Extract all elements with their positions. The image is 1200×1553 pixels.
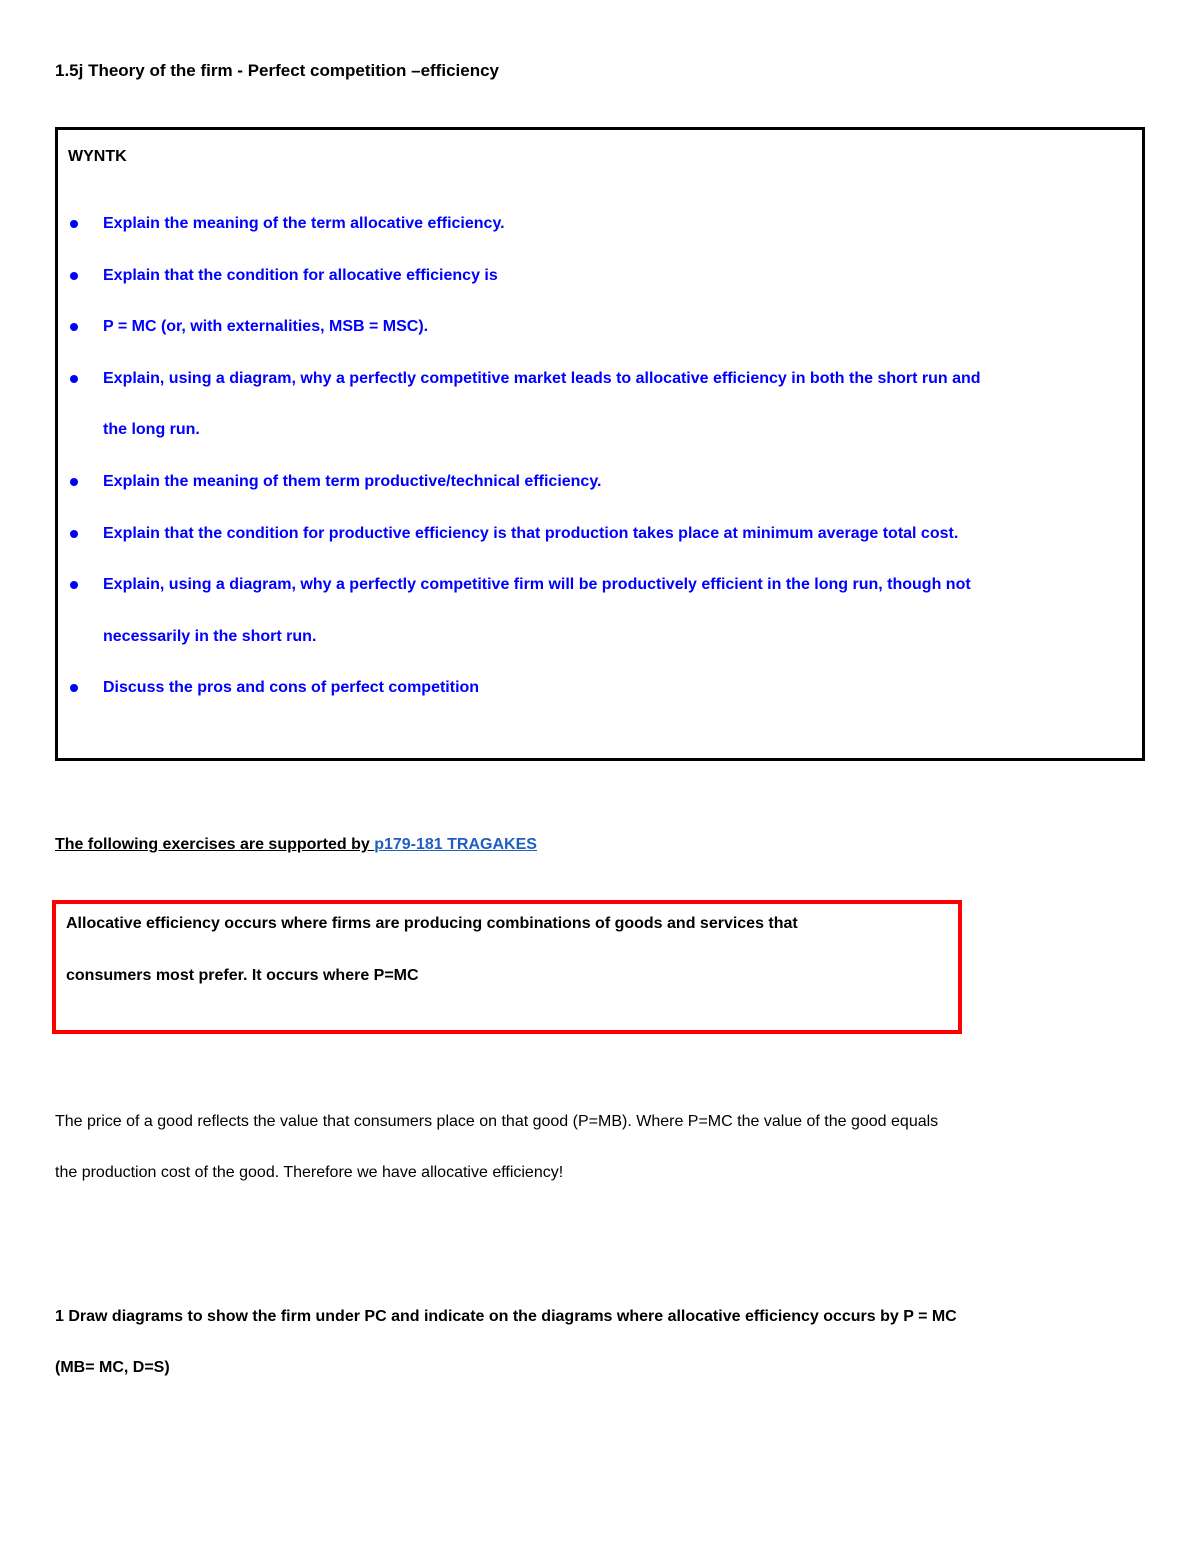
list-item-text: Explain the meaning of the term allocative efficiency. (103, 215, 505, 232)
list-item-text: Explain that the condition for allocative efficiency is (103, 266, 498, 284)
page-title: 1.5j Theory of the firm - Perfect competition –efficiency (55, 61, 499, 80)
bullet-icon (70, 272, 78, 280)
list-item-text: the long run. (103, 421, 200, 439)
bullet-icon (70, 478, 78, 486)
bullet-icon (70, 323, 78, 331)
list-item-text: Explain, using a diagram, why a perfectly competitive firm will be productively efficient in the long run, though not (103, 576, 971, 594)
support-statement (55, 835, 537, 855)
bullet-icon (70, 375, 78, 383)
explanation-line-2: the production cost of the good. Therefore we have allocative efficiency! (55, 1164, 564, 1181)
question-1-line-2: (MB= MC, D=S) (55, 1359, 170, 1376)
list-item-text: Explain, using a diagram, why a perfectly competitive market leads to allocative efficiency in both the short run and (103, 369, 981, 387)
question-1-line-1: 1 Draw diagrams to show the firm under PC and indicate on the diagrams where allocative efficiency occurs by P = MC (55, 1308, 957, 1325)
list-item-text: necessarily in the short run. (103, 627, 317, 645)
wyntk-box (55, 127, 1145, 761)
explanation-line-1: The price of a good reflects the value that consumers place on that good (P=MB). Where P=MC the value of the good equals (55, 1113, 939, 1130)
list-item-text: P = MC (or, with externalities, MSB = MSC). (103, 318, 429, 336)
allocative-efficiency-box (52, 900, 962, 1034)
definition-line-2: consumers most prefer. It occurs where P=MC (66, 967, 419, 984)
list-item-text: Discuss the pros and cons of perfect competition (103, 679, 480, 697)
list-item-text: Explain the meaning of them term productive/technical efficiency. (103, 472, 602, 490)
bullet-icon (70, 684, 78, 692)
tragakes-link[interactable]: p179-181 TRAGAKES (374, 836, 537, 853)
list-item-text: Explain that the condition for productive efficiency is that production takes place at minimum average total cost. (103, 524, 959, 542)
bullet-icon (70, 220, 78, 228)
definition-line-1: Allocative efficiency occurs where firms are producing combinations of goods and services that (66, 915, 798, 932)
bullet-icon (70, 530, 78, 538)
bullet-icon (70, 581, 78, 589)
wyntk-heading: WYNTK (68, 148, 127, 165)
support-text: The following exercises are supported by (55, 836, 375, 853)
